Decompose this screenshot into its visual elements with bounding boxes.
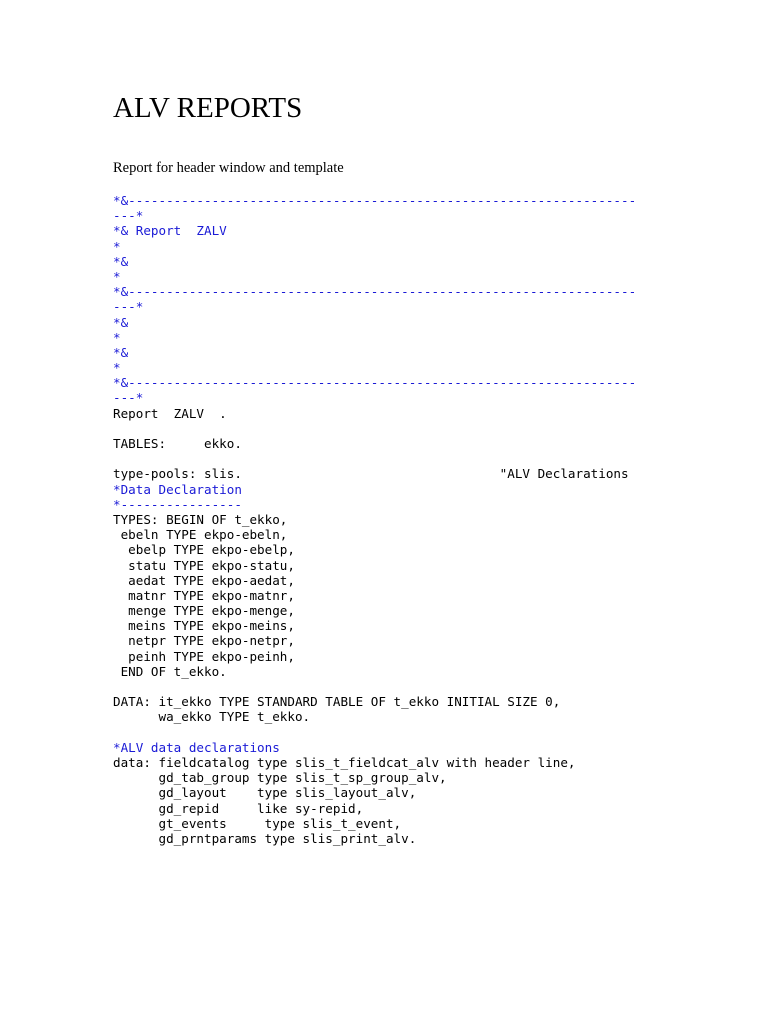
code-line: Report ZALV . bbox=[113, 405, 227, 421]
code-comment-line: *---------------- bbox=[113, 496, 242, 512]
code-line: netpr TYPE ekpo-netpr, bbox=[113, 633, 295, 649]
code-line: ebelp TYPE ekpo-ebelp, bbox=[113, 542, 295, 558]
code-comment-line: * bbox=[113, 329, 121, 345]
code-line bbox=[113, 725, 673, 740]
code-comment-line: *&------------------------------------------------------------------- bbox=[113, 193, 637, 208]
code-line: matnr TYPE ekpo-matnr, bbox=[113, 587, 295, 603]
code-comment-line: *& bbox=[113, 253, 129, 269]
code-line bbox=[113, 451, 673, 466]
abap-code-block bbox=[113, 193, 673, 846]
code-comment-line: ---* bbox=[113, 299, 144, 315]
code-comment-line: *& bbox=[113, 344, 129, 360]
document-subtitle: Report for header window and template bbox=[113, 160, 344, 176]
code-line: type-pools: slis. "ALV Declarations bbox=[113, 466, 629, 482]
code-line: TYPES: BEGIN OF t_ekko, bbox=[113, 511, 288, 527]
code-line bbox=[113, 421, 673, 436]
code-line: statu TYPE ekpo-statu, bbox=[113, 557, 295, 573]
code-line: END OF t_ekko. bbox=[113, 663, 227, 679]
code-comment-line: *& Report ZALV bbox=[113, 223, 227, 239]
code-line: menge TYPE ekpo-menge, bbox=[113, 603, 295, 619]
code-comment-line: * bbox=[113, 238, 121, 254]
code-comment-line: *& bbox=[113, 314, 129, 330]
code-line: aedat TYPE ekpo-aedat, bbox=[113, 572, 295, 588]
code-comment-line: * bbox=[113, 268, 121, 284]
code-line: gt_events type slis_t_event, bbox=[113, 815, 402, 831]
code-line: gd_prntparams type slis_print_alv. bbox=[113, 830, 417, 846]
code-line: gd_repid like sy-repid, bbox=[113, 800, 364, 816]
code-line: data: fieldcatalog type slis_t_fieldcat_alv with header line, bbox=[113, 754, 576, 770]
code-line: peinh TYPE ekpo-peinh, bbox=[113, 648, 295, 664]
document-title: ALV REPORTS bbox=[113, 92, 303, 124]
code-line bbox=[113, 679, 673, 694]
code-line: meins TYPE ekpo-meins, bbox=[113, 618, 295, 634]
code-comment-line: ---* bbox=[113, 390, 144, 406]
code-comment-line: * bbox=[113, 360, 121, 376]
code-comment-line: *&------------------------------------------------------------------- bbox=[113, 375, 637, 391]
code-line: TABLES: ekko. bbox=[113, 436, 242, 451]
code-line: DATA: it_ekko TYPE STANDARD TABLE OF t_ekko INITIAL SIZE 0, bbox=[113, 694, 561, 710]
code-line: gd_tab_group type slis_t_sp_group_alv, bbox=[113, 770, 447, 786]
code-line: wa_ekko TYPE t_ekko. bbox=[113, 709, 311, 725]
code-comment-line: *ALV data declarations bbox=[113, 739, 280, 755]
code-comment-line: *Data Declaration bbox=[113, 481, 242, 497]
code-line: ebeln TYPE ekpo-ebeln, bbox=[113, 527, 288, 543]
code-comment-line: *&------------------------------------------------------------------- bbox=[113, 284, 637, 300]
code-comment-line: ---* bbox=[113, 208, 144, 224]
code-line: gd_layout type slis_layout_alv, bbox=[113, 785, 417, 801]
